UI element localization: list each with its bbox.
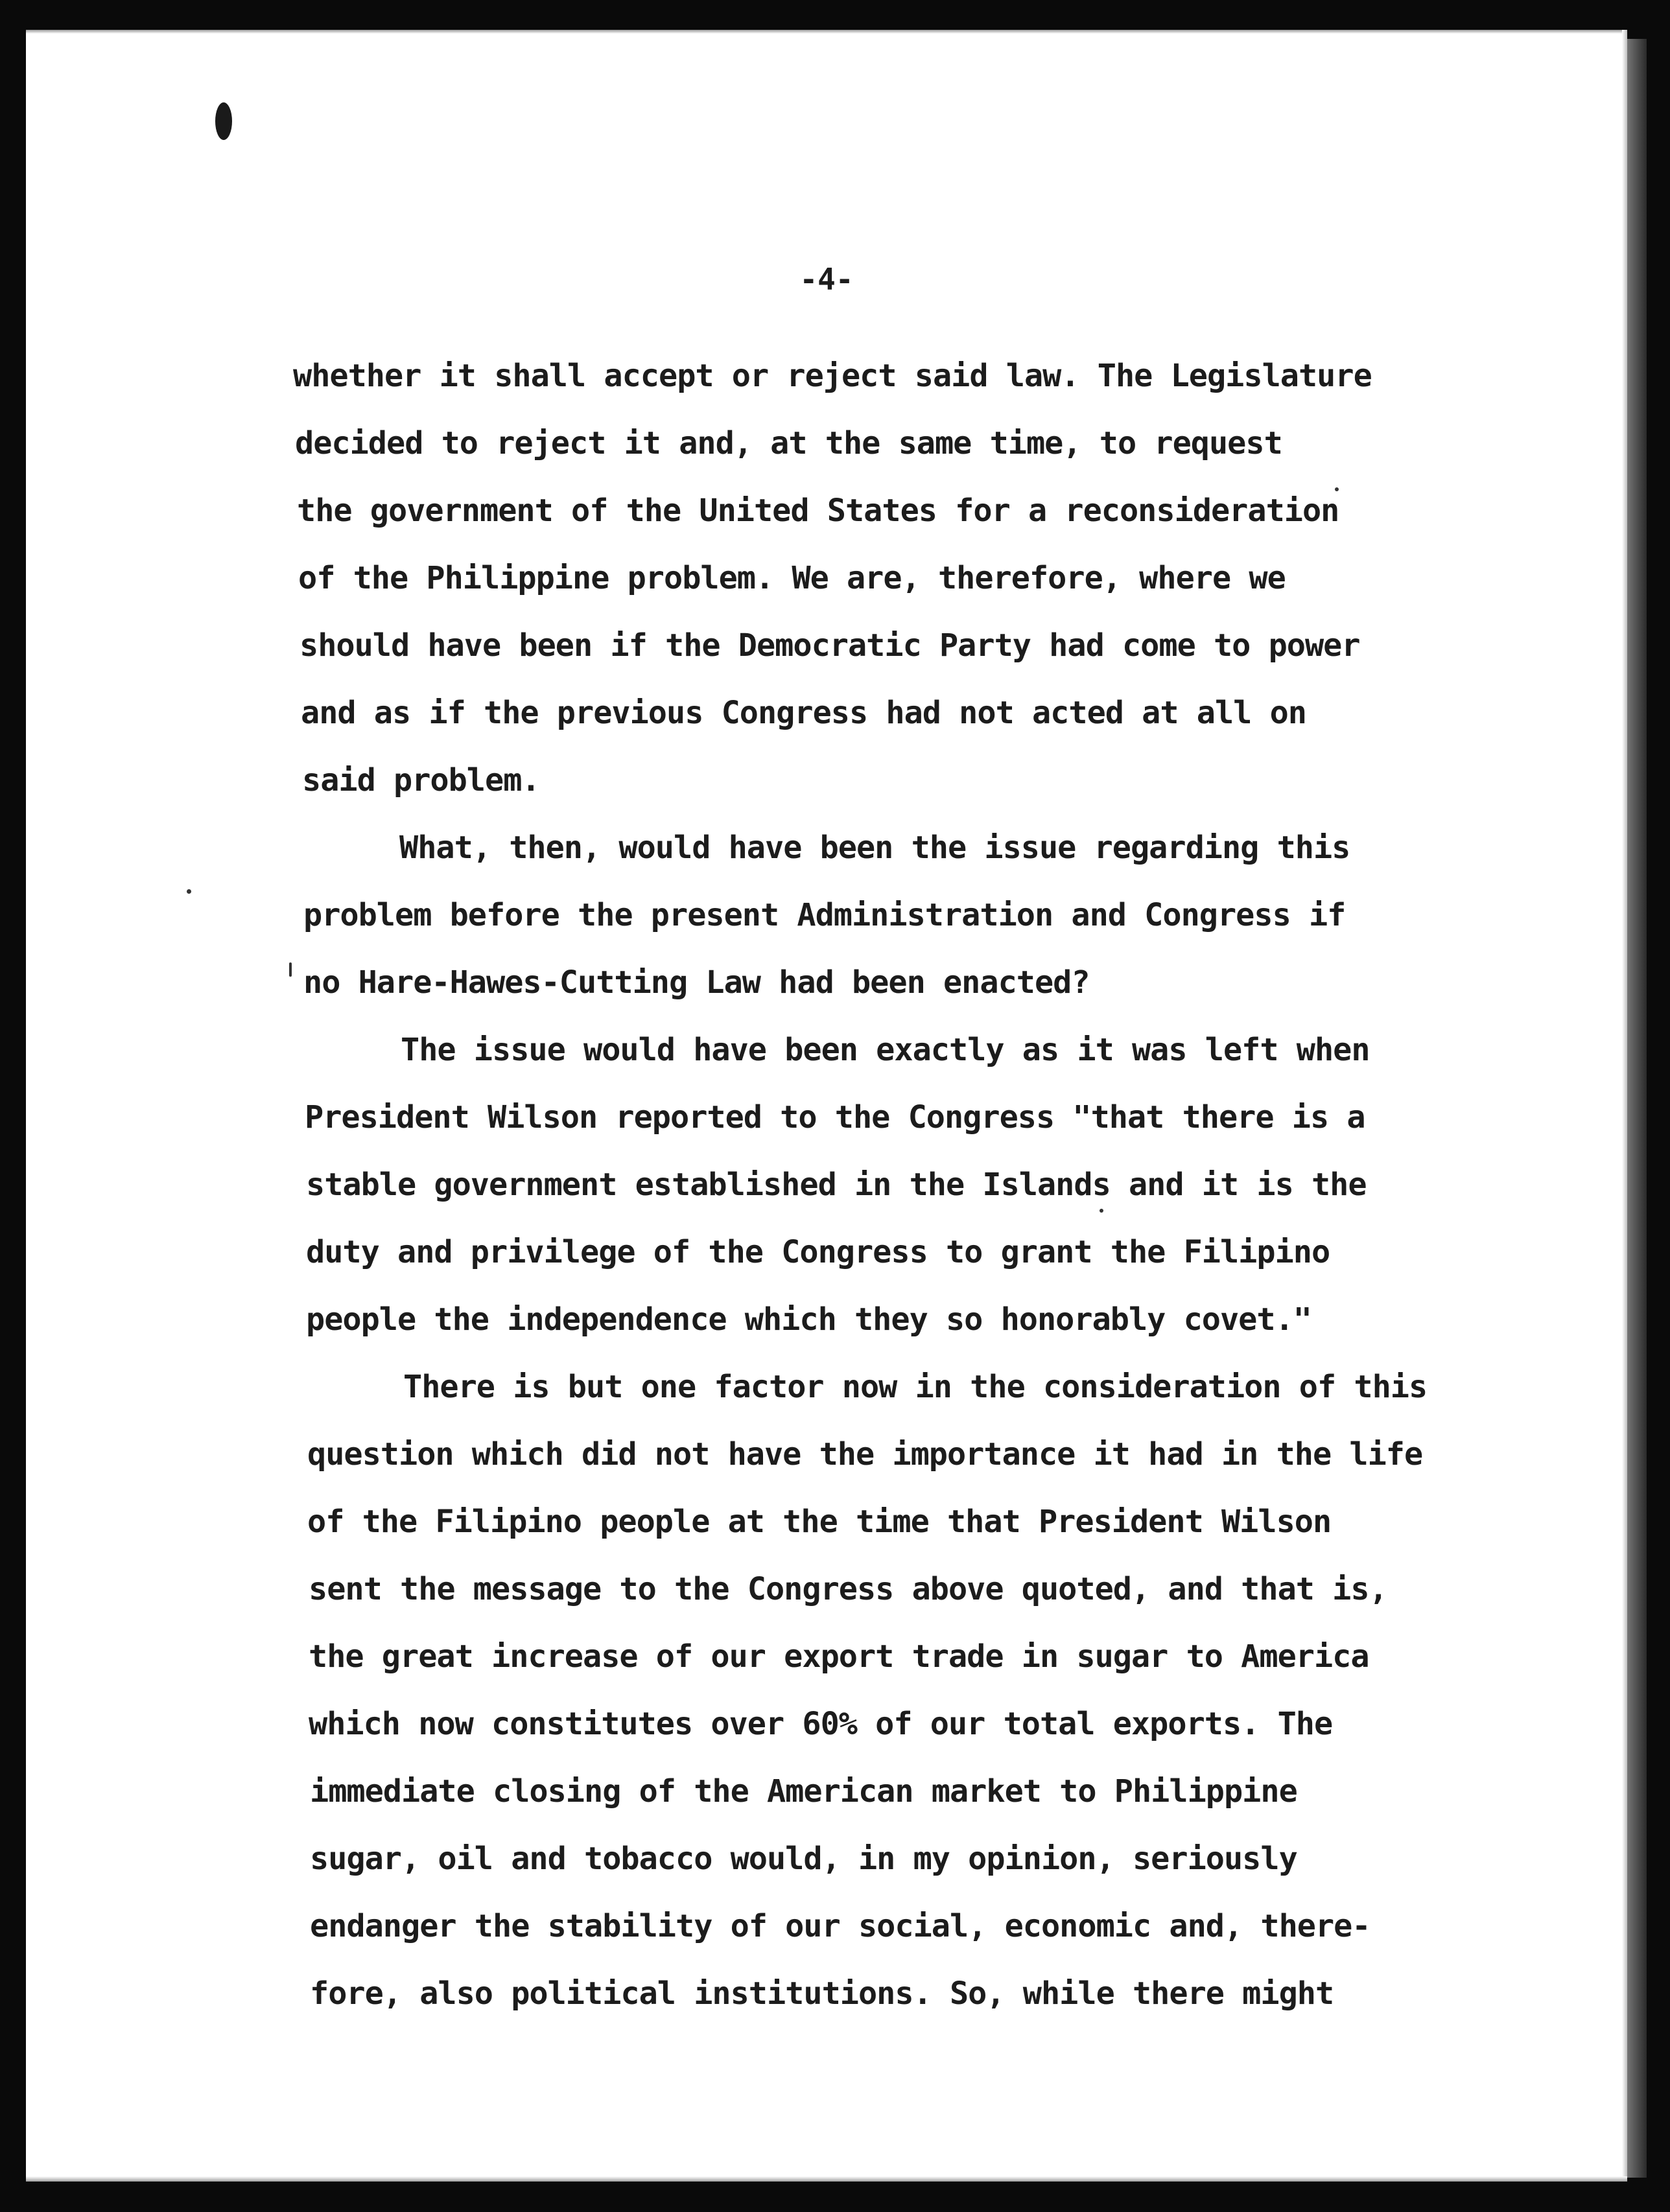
text-line: and as if the previous Congress had not acted at all on <box>301 695 1306 731</box>
text-line: problem before the present Administration and Congress if <box>303 897 1346 933</box>
text-line: the government of the United States for a reconsideration <box>297 493 1339 529</box>
text-line: There is but one factor now in the consideration of this <box>403 1369 1428 1405</box>
speck-mark <box>1100 1209 1103 1213</box>
text-line: sent the message to the Congress above quoted, and that is, <box>309 1571 1387 1607</box>
text-line: duty and privilege of the Congress to grant the Filipino <box>306 1234 1330 1270</box>
text-line: which now constitutes over 60% of our total exports. The <box>309 1706 1333 1742</box>
page-edge-bottom <box>26 2176 1627 2182</box>
text-line: President Wilson reported to the Congress "that there is a <box>305 1099 1365 1135</box>
page-edge-right <box>1622 30 1627 2182</box>
text-line: fore, also political institutions. So, while there might <box>310 1975 1334 2012</box>
speck-mark <box>1335 487 1339 491</box>
speck-mark <box>187 889 191 894</box>
text-line: people the independence which they so honorably covet." <box>306 1301 1311 1338</box>
text-line: What, then, would have been the issue regarding this <box>399 830 1350 866</box>
text-line: of the Philippine problem. We are, therefore, where we <box>298 560 1286 596</box>
page-number: -4- <box>799 262 854 297</box>
document-page <box>26 30 1627 2182</box>
text-line: decided to reject it and, at the same time, to request <box>295 425 1282 461</box>
page-edge-top <box>26 30 1627 34</box>
text-line: stable government established in the Islands and it is the <box>306 1167 1367 1203</box>
text-line: immediate closing of the American market to Philippine <box>310 1773 1297 1810</box>
ink-blot-mark <box>215 102 232 140</box>
text-line: sugar, oil and tobacco would, in my opinion, seriously <box>310 1841 1297 1877</box>
text-line: The issue would have been exactly as it was left when <box>401 1032 1370 1068</box>
text-line: should have been if the Democratic Party had come to power <box>300 627 1360 664</box>
text-line: whether it shall accept or reject said law. The Legislature <box>293 358 1372 394</box>
text-line: the great increase of our export trade in sugar to America <box>309 1638 1369 1675</box>
text-line: said problem. <box>302 762 540 798</box>
text-line: endanger the stability of our social, economic and, there- <box>310 1908 1370 1944</box>
margin-mark <box>289 962 292 977</box>
text-line: question which did not have the importance it had in the life <box>307 1436 1423 1473</box>
text-line: of the Filipino people at the time that President Wilson <box>307 1504 1332 1540</box>
text-line: no Hare-Hawes-Cutting Law had been enacted? <box>303 964 1090 1001</box>
